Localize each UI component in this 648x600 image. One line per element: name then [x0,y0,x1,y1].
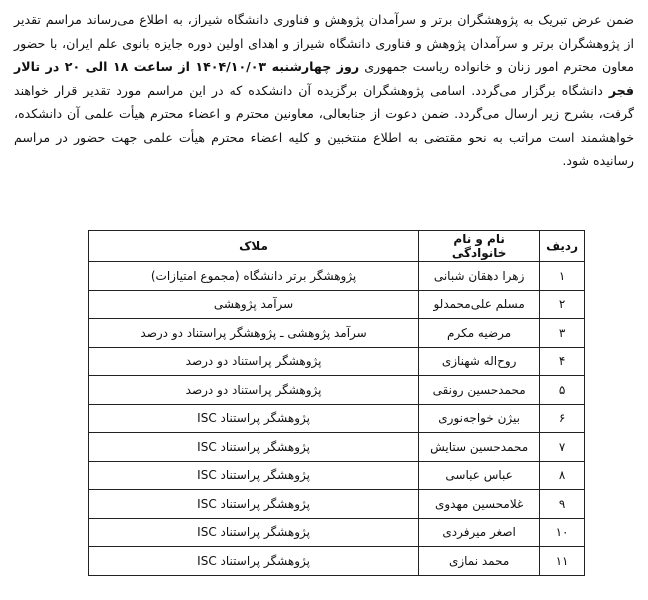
criterion-cell: پژوهشگر پراستناد ISC [89,404,419,433]
paragraph-part-2: دانشگاه برگزار می‌گردد. اسامی پژوهشگران برگزیده آن دانشکده که در این مراسم مورد تقدیر قرار خواهند گرفت، بشرح زیر ارسال می‌گردد. ضمن دعوت از جنابعالی، معاونین محترم و اعضاء محترم هیأت علمی آن دانشکده، خواهشمند است مراتب به نحو مقتضی به اطلاع منتخبین و کلیه اعضاء محترم هیأت علمی جهت حضور در مراسم رسانیده شود. [14,82,634,168]
criterion-cell: پژوهشگر پراستناد ISC [89,433,419,462]
table-row [89,319,585,348]
table-row [89,490,585,519]
table-row [89,376,585,405]
row-number-cell: ۸ [540,461,585,490]
header-row-number: ردیف [540,231,585,262]
criterion-cell: پژوهشگر پراستناد ISC [89,490,419,519]
criterion-cell: سرآمد پژوهشی [89,290,419,319]
letter-paragraph [14,8,634,173]
table-body [89,262,585,576]
criterion-cell: پژوهشگر پراستناد ISC [89,547,419,576]
table-row [89,262,585,291]
full-name-cell: بیژن خواجه‌نوری [419,404,540,433]
row-number-cell: ۹ [540,490,585,519]
full-name-cell: محمدحسین ستایش [419,433,540,462]
full-name-cell: غلامحسین مهدوی [419,490,540,519]
criterion-cell: پژوهشگر پراستناد ISC [89,518,419,547]
table-row [89,547,585,576]
full-name-cell: اصغر میرفردی [419,518,540,547]
table-row [89,404,585,433]
full-name-cell: روح‌اله شهنازی [419,347,540,376]
full-name-cell: محمد نمازی [419,547,540,576]
row-number-cell: ۱۱ [540,547,585,576]
criterion-cell: پژوهشگر برتر دانشگاه (مجموع امتیازات) [89,262,419,291]
event-date-time-venue: روز چهارشنبه ۱۴۰۴/۱۰/۰۳ از ساعت ۱۸ الی ۲۰ در تالار فجر [14,59,634,98]
row-number-cell: ۵ [540,376,585,405]
full-name-cell: مسلم علی‌محمدلو [419,290,540,319]
criterion-cell: پژوهشگر پراستناد ISC [89,461,419,490]
row-number-cell: ۴ [540,347,585,376]
table-row [89,290,585,319]
row-number-cell: ۳ [540,319,585,348]
paragraph-part-1: ضمن عرض تبریک به پژوهشگران برتر و سرآمدان پژوهش و فناوری دانشگاه شیراز، به اطلاع می‌رساند مراسم تقدیر از پژوهشگران برتر و سرآمدان پژوهش و فناوری دانشگاه شیراز و اهدای اولین دوره جایزه بانوی علم ایران، با حضور معاون محترم امور زنان و خانواده ریاست جمهوری [14,12,634,74]
header-criterion: ملاک [89,231,419,262]
table-row [89,518,585,547]
table-row [89,461,585,490]
honorees-table [88,230,585,576]
criterion-cell: سرآمد پژوهشی ـ پژوهشگر پراستناد دو درصد [89,319,419,348]
criterion-cell: پژوهشگر پراستناد دو درصد [89,347,419,376]
header-full-name: نام و نام خانوادگی [419,231,540,262]
table-row [89,347,585,376]
row-number-cell: ۱۰ [540,518,585,547]
row-number-cell: ۶ [540,404,585,433]
row-number-cell: ۷ [540,433,585,462]
table-header-row [89,231,585,262]
full-name-cell: عباس عباسی [419,461,540,490]
row-number-cell: ۱ [540,262,585,291]
criterion-cell: پژوهشگر پراستناد دو درصد [89,376,419,405]
full-name-cell: محمدحسین رونقی [419,376,540,405]
full-name-cell: مرضیه مکرم [419,319,540,348]
row-number-cell: ۲ [540,290,585,319]
table-row [89,433,585,462]
full-name-cell: زهرا دهقان شبانی [419,262,540,291]
